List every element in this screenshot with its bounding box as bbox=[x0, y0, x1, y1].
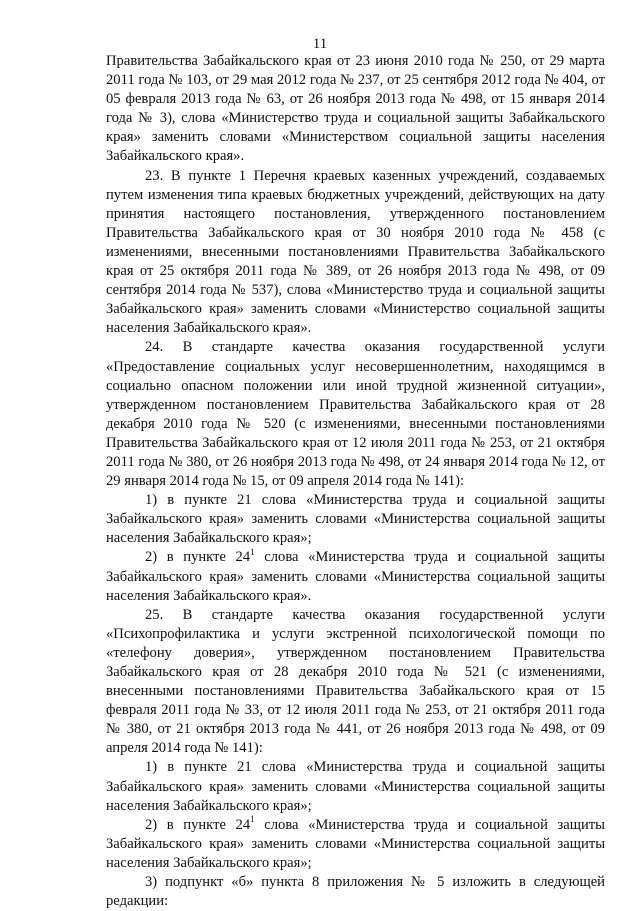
paragraph-item-25: 25. В стандарте качества оказания государственной услуги «Психопрофилактика и услуги экстренной психологической помощи по «телефону доверия», утвержденном постановлением Правительства Забайкальского края от 28 декабря 2010 года № 521 (с изменениями, внесенными постановлениями Правительства Забайкальского края от 15 февраля 2011 года № 33, от 12 июля 2011 года № 253, от 21 октября 2011 года № 380, от 21 октября 2013 года № 441, от 26 ноября 2013 года № 498, от 09 апреля 2014 года № 141): bbox=[106, 606, 605, 757]
paragraph-item-24-sub-2 bbox=[106, 548, 605, 605]
document-body bbox=[106, 52, 605, 911]
paragraph-text-end: слова «Министерства труда и социальной защиты Забайкальского края» заменить словами «Министерства социальной защиты населения Забайкальского края»; bbox=[106, 816, 605, 871]
page-number: 11 bbox=[312, 36, 328, 52]
paragraph-continuation: Правительства Забайкальского края от 23 июня 2010 года № 250, от 29 марта 2011 года № 103, от 29 мая 2012 года № 237, от 25 сентября 2012 года № 404, от 05 февраля 2013 года № 63, от 26 ноября 2013 года № 498, от 15 января 2014 года № 3), слова «Министерство труда и социальной защиты Забайкальского края» заменить словами «Министерством социальной защиты населения Забайкальского края». bbox=[106, 53, 605, 165]
paragraph-item-23: 23. В пункте 1 Перечня краевых казенных учреждений, создаваемых путем изменения типа краевых бюджетных учреждений, действующих на дату принятия настоящего постановления, утвержденного постановлением Правительства Забайкальского края от 30 ноября 2010 года № 458 (с изменениями, внесенными постановлениями Правительства Забайкальского края от 25 октября 2011 года № 389, от 26 ноября 2013 года № 498, от 09 сентября 2014 года № 537), слова «Министерство труда и социальной защиты Забайкальского края» заменить словами «Министерство социальной защиты населения Забайкальского края». bbox=[106, 167, 605, 337]
superscript-number: 1 bbox=[250, 546, 255, 557]
superscript-number: 1 bbox=[250, 813, 255, 824]
paragraph-item-25-sub-3: 3) подпункт «б» пункта 8 приложения № 5 изложить в следующей редакции: bbox=[106, 874, 605, 910]
paragraph-text-end: слова «Министерства труда и социальной защиты Забайкальского края» заменить словами «Министерства социальной защиты населения Забайкальского края». bbox=[106, 549, 605, 604]
paragraph-item-24: 24. В стандарте качества оказания государственной услуги «Предоставление социальных услуг несовершеннолетним, находящимся в социально опасном положении или иной трудной жизненной ситуации», утвержденном постановлением Правительства Забайкальского края от 28 декабря 2010 года № 520 (с изменениями, внесенными постановлениями Правительства Забайкальского края от 12 июля 2011 года № 253, от 21 октября 2011 года № 380, от 26 ноября 2013 года № 498, от 24 января 2014 года № 12, от 29 января 2014 года № 15, от 09 апреля 2014 года № 141): bbox=[106, 339, 605, 490]
paragraph-item-24-sub-1: 1) в пункте 21 слова «Министерства труда и социальной защиты Забайкальского края» заменить словами «Министерства социальной защиты населения Забайкальского края»; bbox=[106, 492, 605, 547]
paragraph-text-start: 2) в пункте 24 bbox=[145, 816, 251, 833]
paragraph-text-start: 2) в пункте 24 bbox=[145, 549, 251, 566]
paragraph-item-25-sub-1: 1) в пункте 21 слова «Министерства труда и социальной защиты Забайкальского края» заменить словами «Министерства социальной защиты населения Забайкальского края»; bbox=[106, 759, 605, 814]
paragraph-item-25-sub-2 bbox=[106, 813, 605, 873]
